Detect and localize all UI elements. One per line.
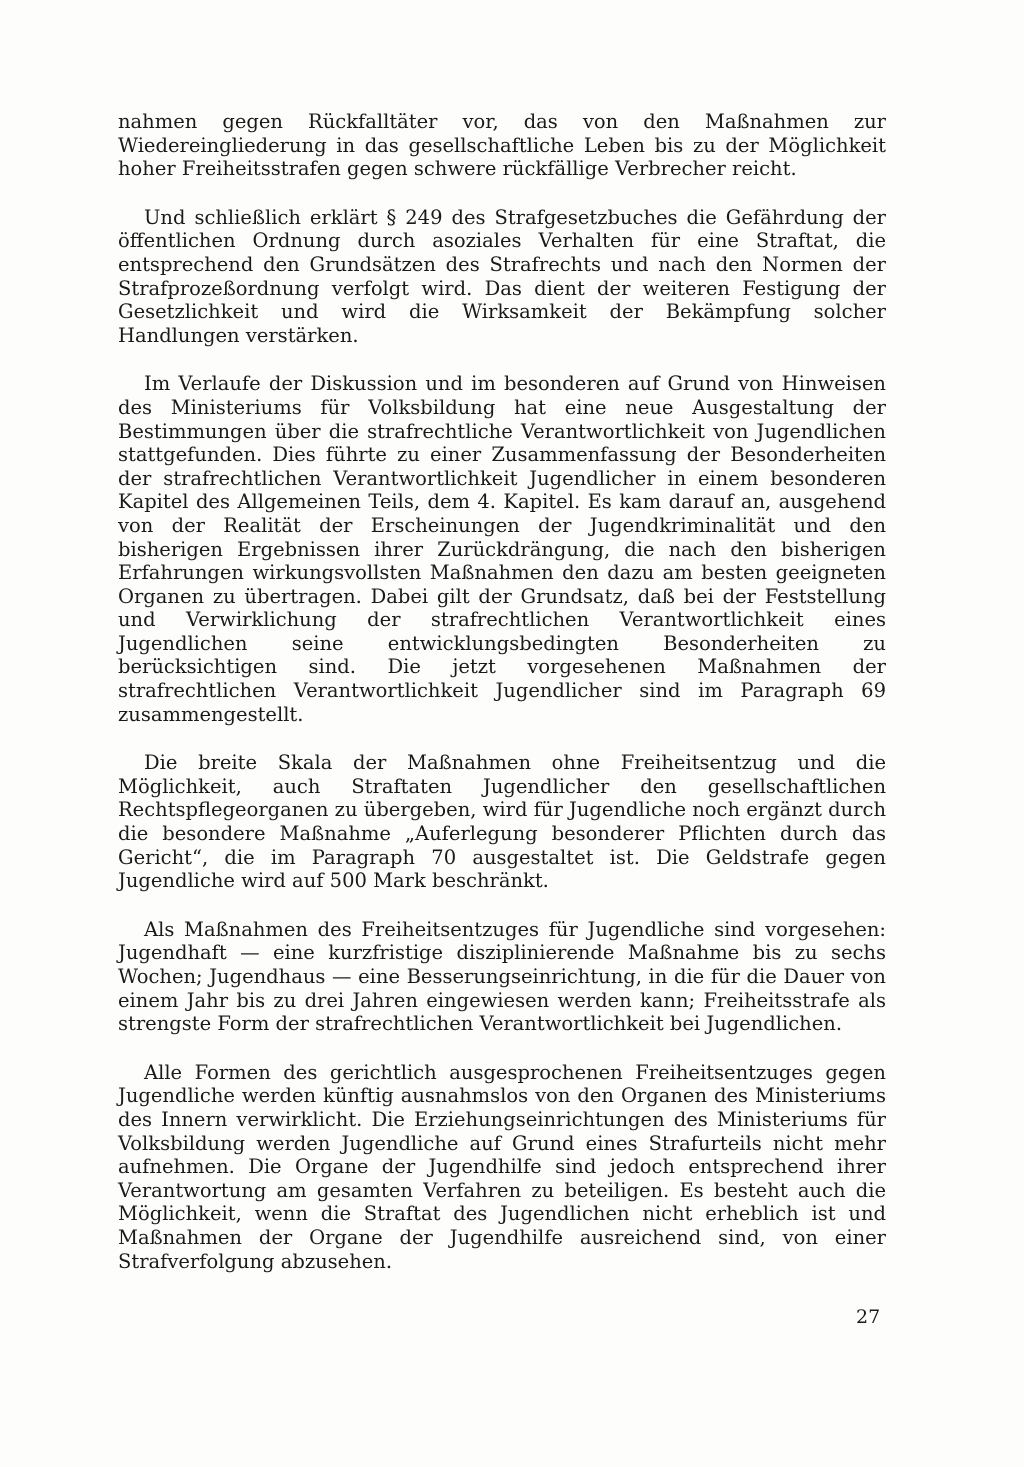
paragraph-5: Als Maßnahmen des Freiheitsentzuges für Jugendliche sind vorgesehen: Jugendhaft — eine kurzfristige disziplinierende Maßnahme bis zu sechs Wochen; Jugendhaus — eine Besserungseinrichtung, in die für die Dauer von einem Jahr bis zu drei Jahren eingewiesen werden kann; Freiheitsstrafe als strengste Form der strafrechtlichen Verantwortlichkeit bei Jugendlichen. xyxy=(118,917,886,1036)
paragraph-2: Und schließlich erklärt § 249 des Strafgesetzbuches die Gefährdung der öffentlichen Ordnung durch asoziales Verhalten für eine Straftat, die entsprechend den Grundsätzen des Strafrechts und nach den Normen der Strafprozeßordnung verfolgt wird. Das dient der weiteren Festigung der Gesetzlichkeit und wird die Wirksamkeit der Bekämpfung solcher Handlungen verstärken. xyxy=(118,205,886,347)
paragraph-6: Alle Formen des gerichtlich ausgesprochenen Freiheitsentzuges gegen Jugendliche werden künftig ausnahmslos von den Organen des Ministeriums des Innern verwirklicht. Die Erziehungseinrichtungen des Ministeriums für Volksbildung werden Jugendliche auf Grund eines Strafurteils nicht mehr aufnehmen. Die Organe der Jugendhilfe sind jedoch entsprechend ihrer Verantwortung am gesamten Verfahren zu beteiligen. Es besteht auch die Möglichkeit, wenn die Straftat des Jugendlichen nicht erheblich ist und Maßnahmen der Organe der Jugendhilfe ausreichend sind, von einer Strafverfolgung abzusehen. xyxy=(118,1060,886,1273)
paragraph-1: nahmen gegen Rückfalltäter vor, das von den Maßnahmen zur Wiedereingliederung in das gesellschaftliche Leben bis zu der Möglichkeit hoher Freiheitsstrafen gegen schwere rückfällige Verbrecher reicht. xyxy=(118,110,886,181)
page-number: 27 xyxy=(856,1306,881,1328)
paragraph-3: Im Verlaufe der Diskussion und im besonderen auf Grund von Hinweisen des Ministeriums für Volksbildung hat eine neue Ausgestaltung der Bestimmungen über die strafrechtliche Verantwortlichkeit von Jugendlichen stattgefunden. Dies führte zu einer Zusammenfassung der Besonderheiten der strafrechtlichen Verantwortlichkeit Jugendlicher in einem besonderen Kapitel des Allgemeinen Teils, dem 4. Kapitel. Es kam darauf an, ausgehend von der Realität der Erscheinungen der Jugendkriminalität und den bisherigen Ergebnissen ihrer Zurückdrängung, die nach den bisherigen Erfahrungen wirkungsvollsten Maßnahmen den dazu am besten geeigneten Organen zu übertragen. Dabei gilt der Grundsatz, daß bei der Feststellung und Verwirklichung der strafrechtlichen Verantwortlichkeit eines Jugendlichen seine entwicklungsbedingten Besonderheiten zu berücksichtigen sind. Die jetzt vorgesehenen Maßnahmen der strafrechtlichen Verantwortlichkeit Jugendlicher sind im Paragraph 69 zusammengestellt. xyxy=(118,372,886,726)
body-text xyxy=(118,110,886,1298)
paragraph-4: Die breite Skala der Maßnahmen ohne Freiheitsentzug und die Möglichkeit, auch Straftaten Jugendlicher den gesellschaftlichen Rechtspflegeorganen zu übergeben, wird für Jugendliche noch ergänzt durch die besondere Maßnahme „Auferlegung besonderer Pflichten durch das Gericht“, die im Paragraph 70 ausgestaltet ist. Die Geldstrafe gegen Jugendliche wird auf 500 Mark beschränkt. xyxy=(118,751,886,893)
